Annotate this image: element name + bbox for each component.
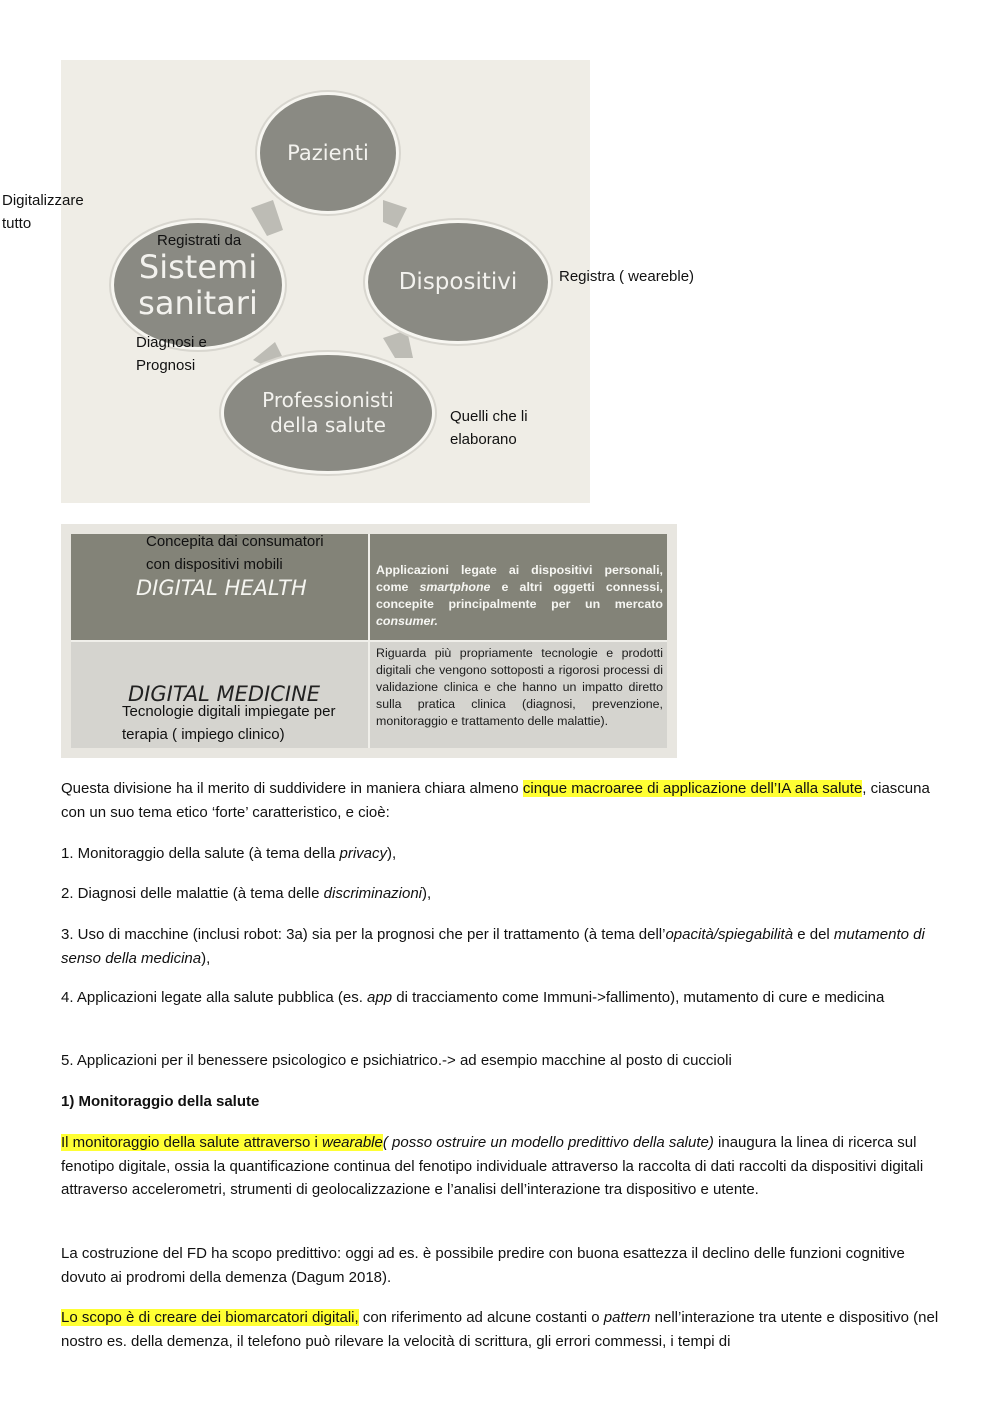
annotation-quelli-2: elaborano bbox=[450, 431, 517, 448]
item1-em: privacy bbox=[339, 845, 388, 862]
item3-c: ), bbox=[201, 949, 211, 967]
paragraph-fd: La costruzione del FD ha scopo predittivo: oggi ad es. è possibile predire con buona esattezza il declino delle funzioni cognitive dovuto ai prodromi della demenza (Dagum 2018). bbox=[61, 1245, 905, 1286]
annotation-diagnosi bbox=[136, 331, 207, 377]
node-pazienti-label: Pazienti bbox=[287, 141, 369, 165]
annotation-registrati-da: Registrati da bbox=[157, 232, 242, 249]
arrow-shape bbox=[383, 200, 407, 228]
p1-b: , ciascuna con un suo tema etico ‘forte’ caratteristico, e cioè: bbox=[61, 780, 930, 821]
p4-b: nell’interazione tra utente e dispositivo (nel nostro es. della demenza, il telefono può rilevare la velocità di scrittura, gli errori commessi, i tempi di bbox=[61, 1309, 939, 1350]
node-professionisti-label-2: della salute bbox=[270, 413, 386, 437]
node-professionisti bbox=[221, 352, 435, 474]
annotation-digitalizzare-2: tutto bbox=[2, 215, 32, 232]
item2-em: discriminazioni bbox=[323, 885, 423, 902]
annotation-digitalizzare-1: Digitalizzare bbox=[2, 192, 84, 209]
digital-medicine-label: DIGITAL MEDICINE bbox=[128, 682, 321, 706]
annotation-tecnologie-1: Tecnologie digitali impiegate per bbox=[122, 703, 336, 720]
annotation-tecnologie bbox=[122, 700, 335, 746]
item4-a: 4. Applicazioni legate alla salute pubblica (es. bbox=[61, 989, 368, 1006]
item2-a: 2. Diagnosi delle malattie (à tema delle bbox=[61, 885, 324, 902]
digital-health-desc-a: Applicazioni legate ai dispositivi personali, come bbox=[376, 563, 663, 594]
item3-b: e del bbox=[793, 926, 834, 943]
p2-hl-em: wearable bbox=[321, 1134, 383, 1151]
item1-a: 1. Monitoraggio della salute (à tema della bbox=[61, 845, 340, 862]
p1-highlight: cinque macroaree di applicazione dell’IA alla salute bbox=[522, 780, 863, 797]
item3-em1: opacità/spiegabilità bbox=[665, 926, 794, 943]
list-item-4 bbox=[61, 986, 941, 1010]
p4-em: pattern bbox=[603, 1309, 651, 1326]
digital-health-desc-em2: consumer. bbox=[376, 614, 438, 628]
section-heading: 1) Monitoraggio della salute bbox=[61, 1093, 260, 1110]
p4-a: con riferimento ad alcune costanti o bbox=[358, 1309, 604, 1326]
annotation-tecnologie-2: terapia ( impiego clinico) bbox=[122, 726, 285, 743]
p2-em: ( posso ostruire un modello predittivo della salute) bbox=[382, 1134, 714, 1151]
item4-em: app bbox=[367, 989, 393, 1006]
list-item-3 bbox=[61, 923, 941, 970]
annotation-diagnosi-1: Diagnosi e bbox=[136, 334, 207, 351]
annotation-quelli-1: Quelli che li bbox=[450, 408, 528, 425]
annotation-quelli bbox=[450, 405, 528, 451]
item4-b: di tracciamento come Immuni->fallimento), mutamento di cure e medicina bbox=[392, 989, 885, 1006]
arrow-shape bbox=[251, 200, 283, 236]
digital-medicine-description: Riguarda più propriamente tecnologie e prodotti digitali che vengono sottoposti a rigorosi processi di validazione clinica e che hanno un impatto diretto sulla pratica clinica (diagnosi, prevenzione, monitoraggio e trattamento delle malattie). bbox=[376, 646, 663, 728]
digital-health-desc-em: smartphone bbox=[419, 580, 491, 594]
paragraph-intro bbox=[61, 777, 941, 824]
paragraph-biomarcatori bbox=[61, 1306, 941, 1353]
item3-em2: mutamento di senso della medicina bbox=[61, 926, 925, 967]
node-sistemi-label-1: Sistemi bbox=[138, 248, 258, 286]
item1-b: ), bbox=[387, 845, 397, 862]
p1-a: Questa divisione ha il merito di suddividere in maniera chiara almeno bbox=[61, 780, 523, 797]
node-dispositivi-label: Dispositivi bbox=[398, 269, 518, 295]
p4-highlight: Lo scopo è di creare dei biomarcatori digitali, bbox=[61, 1309, 359, 1326]
list-item-1 bbox=[61, 842, 941, 866]
digital-health-description bbox=[376, 562, 663, 630]
list-item-5: 5. Applicazioni per il benessere psicologico e psichiatrico.-> ad esempio macchine al posto di cuccioli bbox=[61, 1052, 732, 1069]
list-item-2 bbox=[61, 882, 941, 906]
node-professionisti-label-1: Professionisti bbox=[262, 388, 394, 412]
p2-hl-a: Il monitoraggio della salute attraverso i bbox=[61, 1134, 322, 1151]
annotation-concepita bbox=[146, 530, 324, 576]
node-pazienti bbox=[257, 92, 399, 214]
annotation-concepita-2: con dispositivi mobili bbox=[146, 556, 283, 573]
p2-highlight bbox=[61, 1134, 383, 1151]
digital-health-desc-b: e altri oggetti connessi, concepite principalmente per un mercato bbox=[376, 580, 663, 611]
node-sistemi-label-2: sanitari bbox=[138, 284, 258, 322]
paragraph-monitoraggio bbox=[61, 1131, 941, 1202]
node-dispositivi bbox=[365, 220, 551, 344]
item3-a: 3. Uso di macchine (inclusi robot: 3a) sia per la prognosi che per il trattamento (à tema dell’ bbox=[61, 926, 666, 943]
annotation-registra: Registra ( weareble) bbox=[559, 268, 695, 285]
p2-b: inaugura la linea di ricerca sul fenotipo digitale, ossia la quantificazione continua del fenotipo individuale attraverso la raccolta di dati raccolti da dispositivi digitali attraverso accelerometri, strumenti di geolocalizzazione e l’analisi dell’interazione tra dispositivo e utente. bbox=[61, 1134, 924, 1198]
table-divider bbox=[71, 640, 667, 642]
annotation-diagnosi-2: Prognosi bbox=[136, 357, 196, 374]
digital-health-label: DIGITAL HEALTH bbox=[136, 576, 307, 600]
annotation-concepita-1: Concepita dai consumatori bbox=[146, 533, 324, 550]
annotation-digitalizzare bbox=[2, 189, 84, 235]
item2-b: ), bbox=[422, 885, 432, 902]
